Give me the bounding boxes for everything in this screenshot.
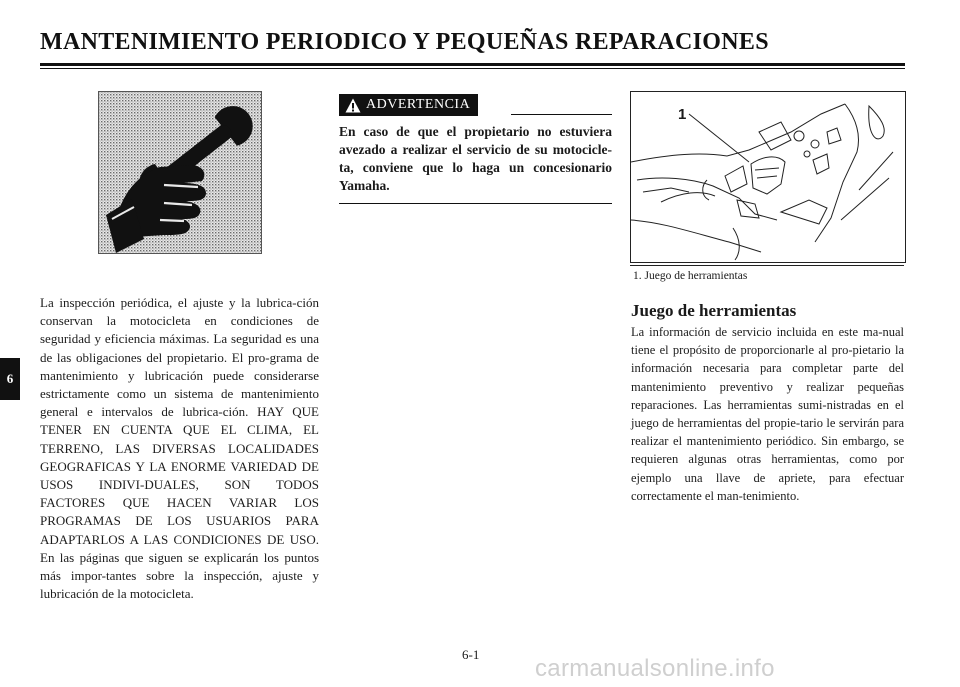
figure-caption-rule — [630, 265, 904, 266]
warning-badge — [339, 94, 478, 116]
title-divider-thin — [40, 68, 905, 69]
wrench-and-hand-icon — [98, 91, 262, 254]
figure-callout-number: 1 — [678, 106, 687, 123]
watermark: carmanualsonline.info — [535, 655, 775, 682]
warning-text: En caso de que el propietario no estuviera avezado a realizar el servicio de su motocicle-ta, conviene que lo haga un concesionario Yamaha. — [339, 124, 612, 193]
toolkit-paragraph: La información de servicio incluida en este ma-nual tiene el propósito de proporcionarle al pro-pietario la información necesaria para completar parte del mantenimiento preventivo y realizar pequeñas reparaciones. Las herramientas sumi-nistradas en el juego de herramientas del propie-tario le servirán para realizar el mantenimiento periódico. Sin embargo, se requieren algunas otras herramientas, como por ejemplo una llave de apriete, para efectuar correctamente el man-tenimiento. — [631, 325, 904, 503]
toolkit-figure — [630, 91, 906, 263]
page-title: MANTENIMIENTO PERIODICO Y PEQUEÑAS REPARACIONES — [40, 29, 769, 55]
figure-caption: 1. Juego de herramientas — [633, 270, 748, 282]
title-divider-thick — [40, 63, 905, 66]
warning-triangle-icon — [345, 98, 361, 113]
page-number: 6-1 — [462, 647, 480, 662]
intro-paragraph: La inspección periódica, el ajuste y la lubrica-ción conservan la motocicleta en condiciones de seguridad y eficiencia máximas. La seguridad es una de las obligaciones del propietario. El pro-grama de mantenimiento y lubricación puede considerarse estrictamente como un sistema de mantenimiento general e intervalos de lubrica-ción. HAY QUE TENER EN CUENTA QUE EL CLIMA, EL TERRENO, LAS DIVERSAS LOCALIDADES GEOGRAFICAS Y LA ENORME VARIEDAD DE USOS INDIVI-DUALES, SON TODOS FACTORES QUE HACEN VARIAR LOS PROGRAMAS DE LOS USUARIOS PARA ADAPTARLOS A LAS CONDICIONES DE USO. En las páginas que siguen se explicarán los puntos más impor-tantes sobre la inspección, ajuste y lubricación de la motocicleta. — [40, 295, 319, 602]
warning-label: ADVERTENCIA — [366, 97, 471, 112]
section-tab: 6 — [0, 358, 20, 400]
section-heading: Juego de herramientas — [631, 301, 797, 320]
warning-footer-rule — [339, 203, 612, 204]
warning-header-rule — [511, 114, 612, 115]
